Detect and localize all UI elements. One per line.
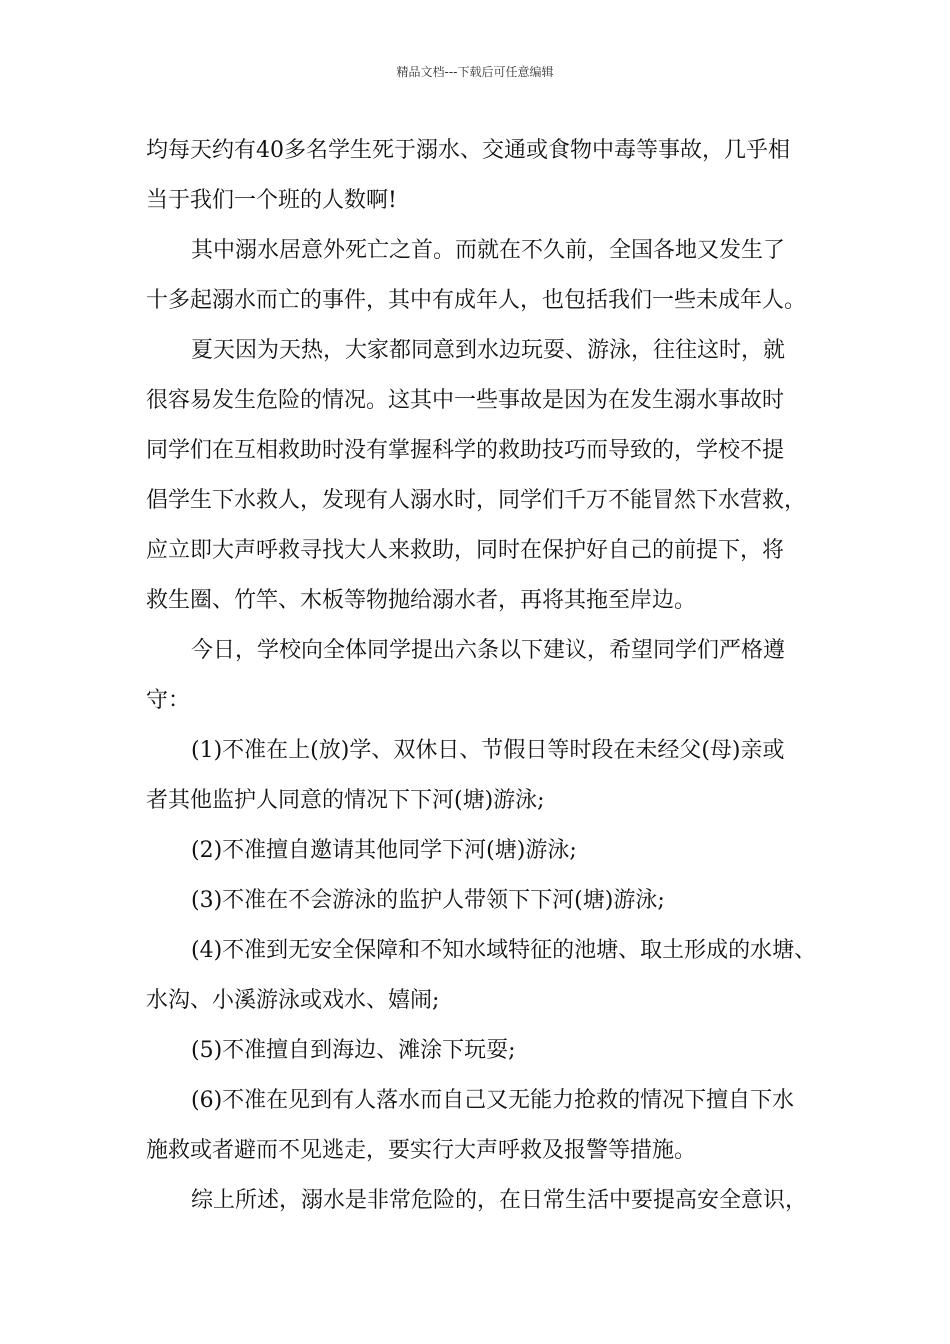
text-line: (5)不准擅自到海边、滩涂下玩耍; [191, 1038, 516, 1063]
text-line: (6)不准在见到有人落水而自己又无能力抢救的情况下擅自下水 [191, 1088, 795, 1113]
text-line: 很容易发生危险的情况。这其中一些事故是因为在发生溺水事故时 [146, 388, 785, 413]
document-body [146, 126, 826, 1226]
text-line: 其中溺水居意外死亡之首。而就在不久前，全国各地又发生了 [191, 238, 786, 263]
text-line: 十多起溺水而亡的事件，其中有成年人，也包括我们一些未成年人。 [146, 288, 807, 313]
page-header: 精品文档---下载后可任意编辑 [396, 65, 554, 79]
text-line: (3)不准在不会游泳的监护人带领下下河(塘)游泳; [191, 888, 665, 913]
text-line: 夏天因为天热，大家都同意到水边玩耍、游泳，往往这时，就 [191, 338, 786, 363]
text-line: 应立即大声呼救寻找大人来救助，同时在保护好自己的前提下，将 [146, 538, 785, 563]
text-line: 者其他监护人同意的情况下下河(塘)游泳; [146, 788, 545, 813]
text-line: (2)不准擅自邀请其他同学下河(塘)游泳; [191, 838, 577, 863]
text-line: 当于我们一个班的人数啊! [146, 188, 397, 213]
text-line: 同学们在互相救助时没有掌握科学的救助技巧而导致的，学校不提 [146, 438, 785, 463]
text-line: 均每天约有40多名学生死于溺水、交通或食物中毒等事故，几乎相 [146, 138, 790, 163]
text-line: 今日，学校向全体同学提出六条以下建议，希望同学们严格遵 [191, 638, 786, 663]
text-line: 倡学生下水救人，发现有人溺水时，同学们千万不能冒然下水营救， [146, 488, 807, 513]
text-line: (1)不准在上(放)学、双休日、节假日等时段在未经父(母)亲或 [191, 738, 785, 763]
text-line: (4)不准到无安全保障和不知水域特征的池塘、取土形成的水塘、 [191, 938, 817, 963]
text-line: 守： [146, 688, 191, 713]
text-line: 水沟、小溪游泳或戏水、嬉闹; [146, 988, 440, 1013]
text-line: 综上所述，溺水是非常危险的，在日常生活中要提高安全意识， [191, 1188, 808, 1213]
text-line: 救生圈、竹竿、木板等物抛给溺水者，再将其拖至岸边。 [146, 588, 697, 613]
text-line: 施救或者避而不见逃走，要实行大声呼救及报警等措施。 [146, 1138, 697, 1163]
